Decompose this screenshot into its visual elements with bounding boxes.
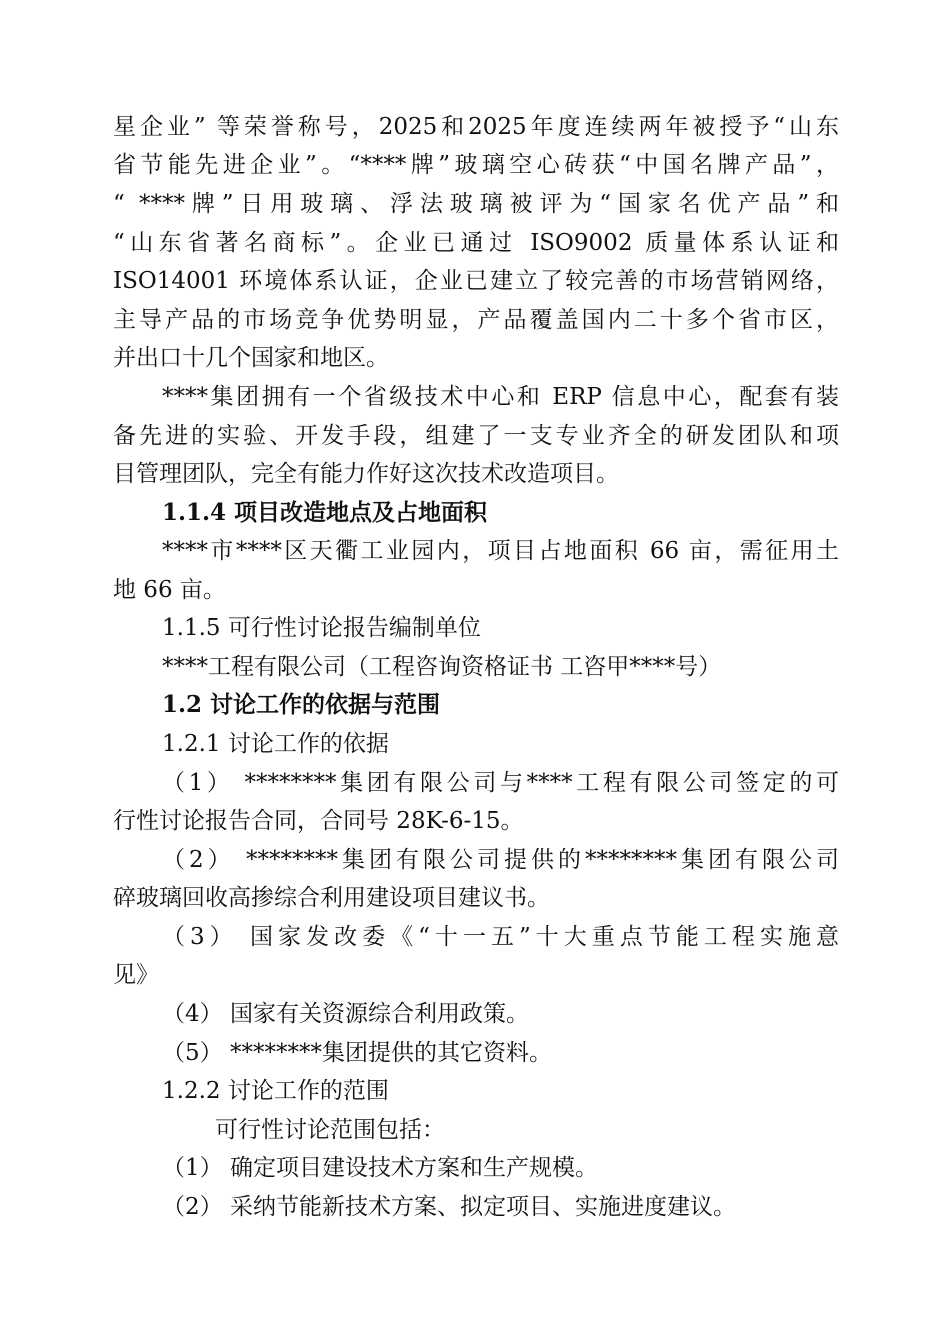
text-line: 省节能先进企业”。“****牌”玻璃空心砖获“中国名牌产品”， — [113, 152, 839, 178]
text-line: “山东省著名商标”。企业已通过 ISO9002 质量体系认证和 — [113, 230, 839, 256]
text-line: ****工程有限公司（工程咨询资格证书 工咨甲****号） — [162, 654, 722, 680]
list-item: （4） 国家有关资源综合利用政策。 — [162, 1001, 529, 1027]
text-line: 星企业” 等荣誉称号，2025和2025年度连续两年被授予“山东 — [113, 114, 839, 140]
section-heading: 1.1.4 项目改造地点及占地面积 — [162, 499, 488, 526]
list-item: （1） ********集团有限公司与****工程有限公司签定的可 — [162, 770, 839, 796]
list-item: （5） ********集团提供的其它资料。 — [162, 1040, 552, 1066]
section-heading: 1.2 讨论工作的依据与范围 — [162, 691, 441, 718]
section-heading: 1.2.1 讨论工作的依据 — [162, 731, 389, 757]
list-item: （1） 确定项目建设技术方案和生产规模。 — [162, 1155, 598, 1181]
text-line: 碎玻璃回收高掺综合利用建设项目建议书。 — [113, 885, 550, 911]
text-line: 目管理团队，完全有能力作好这次技术改造项目。 — [113, 461, 619, 487]
text-line: 地 66 亩。 — [113, 577, 226, 603]
list-item: （3） 国家发改委《“十一五”十大重点节能工程实施意 — [162, 924, 839, 950]
section-heading: 1.1.5 可行性讨论报告编制单位 — [162, 615, 481, 641]
text-line: ****集团拥有一个省级技术中心和 ERP 信息中心，配套有装 — [162, 384, 839, 410]
text-line: 主导产品的市场竞争优势明显，产品覆盖国内二十多个省市区， — [113, 307, 839, 333]
text-line: 行性讨论报告合同，合同号 28K-6-15。 — [113, 808, 524, 834]
list-item: （2） ********集团有限公司提供的********集团有限公司 — [162, 847, 839, 873]
text-line: ISO14001 环境体系认证，企业已建立了较完善的市场营销网络， — [113, 268, 839, 294]
text-line: 见》 — [113, 962, 159, 988]
section-heading: 1.2.2 讨论工作的范围 — [162, 1078, 389, 1104]
text-line: 备先进的实验、开发手段，组建了一支专业齐全的研发团队和项 — [113, 423, 839, 449]
text-line: 并出口十几个国家和地区。 — [113, 345, 389, 371]
text-line: 可行性讨论范围包括： — [215, 1117, 445, 1143]
text-line: “ ****牌”日用玻璃、浮法玻璃被评为“国家名优产品”和 — [113, 191, 839, 217]
list-item: （2） 采纳节能新技术方案、拟定项目、实施进度建议。 — [162, 1194, 736, 1220]
text-line: ****市****区天衢工业园内，项目占地面积 66 亩，需征用土 — [162, 538, 839, 564]
